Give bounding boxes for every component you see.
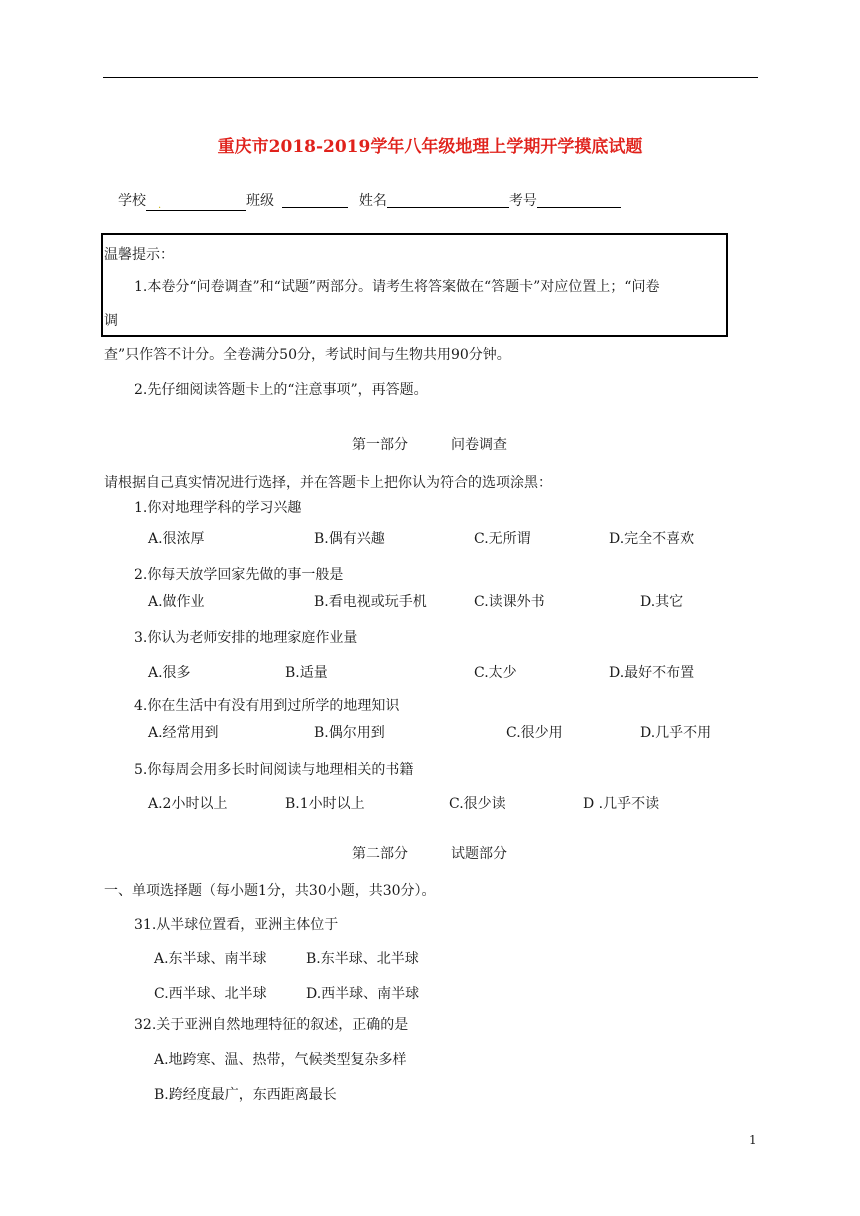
class-blank[interactable] <box>282 192 348 208</box>
section-heading: 一、单项选择题（每小题1分，共30小题，共30分）。 <box>104 883 436 899</box>
number-blank[interactable] <box>537 192 621 208</box>
part1-instruction: 请根据自己真实情况进行选择，并在答题卡上把你认为符合的选项涂黑： <box>104 475 552 491</box>
notice-heading: 温馨提示： <box>104 247 174 263</box>
q31-option-b[interactable]: B.东半球、北半球 <box>306 951 419 967</box>
q31-option-c[interactable]: C.西半球、北半球 <box>154 986 267 1002</box>
survey-option-d[interactable]: D.几乎不用 <box>640 725 712 741</box>
survey-option-c[interactable]: C.读课外书 <box>474 594 545 610</box>
survey-option-c[interactable]: C.无所谓 <box>474 531 531 547</box>
notice-item-1b: 调 <box>104 313 118 329</box>
survey-option-c[interactable]: C.太少 <box>474 665 517 681</box>
survey-option-b[interactable]: B.偶有兴趣 <box>314 531 385 547</box>
survey-question: 2.你每天放学回家先做的事一般是 <box>134 567 344 583</box>
survey-option-a[interactable]: A.做作业 <box>148 594 205 610</box>
part1-heading-a: 第一部分 <box>352 437 408 453</box>
name-blank[interactable] <box>387 192 509 208</box>
page-title: 重庆市2018-2019学年八年级地理上学期开学摸底试题 <box>217 137 643 157</box>
school-mark: . <box>158 200 162 211</box>
survey-option-c[interactable]: C.很少用 <box>506 725 563 741</box>
part2-heading-b: 试题部分 <box>451 846 507 862</box>
question-31: 31.从半球位置看，亚洲主体位于 <box>134 917 339 933</box>
q31-option-a[interactable]: A.东半球、南半球 <box>154 951 267 967</box>
survey-option-b[interactable]: B.1小时以上 <box>285 796 365 812</box>
survey-question: 4.你在生活中有没有用到过所学的地理知识 <box>134 698 400 714</box>
survey-option-b[interactable]: B.看电视或玩手机 <box>314 594 427 610</box>
info-line <box>118 192 621 211</box>
survey-question: 5.你每周会用多长时间阅读与地理相关的书籍 <box>134 762 414 778</box>
school-label: 学校 <box>118 193 146 209</box>
part2-heading-a: 第二部分 <box>352 846 408 862</box>
survey-option-a[interactable]: A.很浓厚 <box>148 531 205 547</box>
survey-option-a[interactable]: A.很多 <box>148 665 191 681</box>
notice-item-1c: 查”只作答不计分。全卷满分50分，考试时间与生物共用90分钟。 <box>104 347 511 363</box>
header-rule <box>103 77 758 78</box>
survey-option-c[interactable]: C.很少读 <box>449 796 506 812</box>
survey-option-a[interactable]: A.2小时以上 <box>148 796 228 812</box>
survey-option-a[interactable]: A.经常用到 <box>148 725 219 741</box>
survey-question: 1.你对地理学科的学习兴趣 <box>134 500 302 516</box>
survey-option-d[interactable]: D .几乎不读 <box>583 796 660 812</box>
survey-option-d[interactable]: D.最好不布置 <box>609 665 695 681</box>
survey-option-b[interactable]: B.适量 <box>285 665 328 681</box>
page-number: 1 <box>749 1133 757 1147</box>
survey-question: 3.你认为老师安排的地理家庭作业量 <box>134 630 358 646</box>
q32-option-b[interactable]: B.跨经度最广，东西距离最长 <box>154 1087 337 1103</box>
survey-option-d[interactable]: D.其它 <box>640 594 684 610</box>
school-blank[interactable] <box>146 195 246 211</box>
question-32: 32.关于亚洲自然地理特征的叙述，正确的是 <box>134 1017 409 1033</box>
survey-option-d[interactable]: D.完全不喜欢 <box>609 531 695 547</box>
notice-item-2: 2.先仔细阅读答题卡上的“注意事项”，再答题。 <box>134 382 428 398</box>
name-label: 姓名 <box>358 193 387 209</box>
survey-option-b[interactable]: B.偶尔用到 <box>314 725 385 741</box>
class-label: 班级 <box>246 193 274 209</box>
q32-option-a[interactable]: A.地跨寒、温、热带，气候类型复杂多样 <box>154 1052 407 1068</box>
notice-item-1a: 1.本卷分“问卷调查”和“试题”两部分。请考生将答案做在“答题卡”对应位置上；“问卷 <box>134 279 660 295</box>
q31-option-d[interactable]: D.西半球、南半球 <box>306 986 420 1002</box>
number-label: 考号 <box>508 193 537 209</box>
part1-heading-b: 问卷调查 <box>451 437 507 453</box>
